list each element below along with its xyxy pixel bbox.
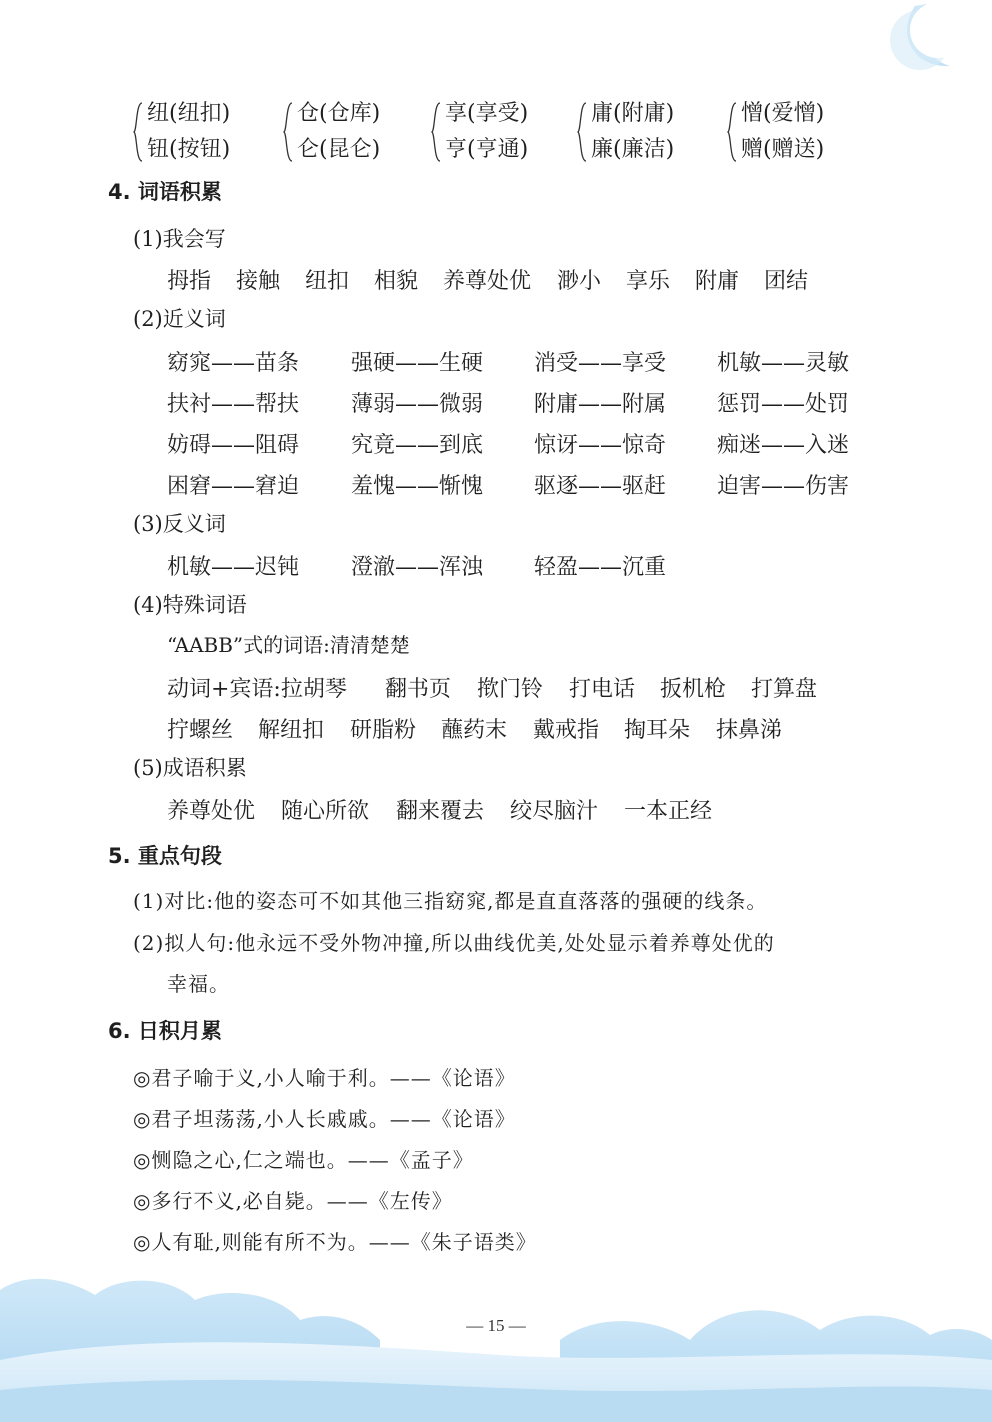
page-number: — 15 — [466,1316,526,1335]
idiom: 养尊处优 [167,799,256,824]
moon-decoration [860,0,992,80]
synonym-pair: 困窘——窘迫 [167,474,300,499]
brace-icon [431,102,441,162]
char-item: 廉(廉洁) [591,137,675,162]
synonym-pair: 究竟——到底 [351,433,484,458]
phrase: 戴戒指 [533,718,600,743]
sub-title-4: (4)特殊词语 [133,593,247,617]
phrase: 打算盘 [751,677,818,702]
char-item: 亨(亨通) [445,137,529,162]
phrase: 拧螺丝 [167,718,234,743]
synonym-pair: 强硬——生硬 [351,351,484,376]
aabb-line: “AABB”式的词语:清清楚楚 [167,633,410,657]
cloud-decoration [0,1250,992,1422]
word: 团结 [764,269,809,294]
synonym-pair: 羞愧——惭愧 [351,474,484,499]
synonym-pair: 驱逐——驱赶 [534,474,667,499]
quote-4: ◎多行不义,必自毙。——《左传》 [133,1189,453,1213]
synonym-pair: 扶衬——帮扶 [167,392,300,417]
phrase: 翻书页 [385,677,452,702]
phrase: 解纽扣 [258,718,325,743]
quote-5: ◎人有耻,则能有所不为。——《朱子语类》 [133,1230,537,1254]
idiom: 一本正经 [624,799,713,824]
brace-icon [133,102,143,162]
char-group-1 [133,96,263,166]
char-group-3 [431,96,561,166]
char-group-4 [577,96,707,166]
synonym-pair: 惊讶——惊奇 [534,433,667,458]
char-item: 憎(爱憎) [741,101,825,126]
key-sentence-2-cont: 幸福。 [167,972,230,996]
brace-icon [577,102,587,162]
synonym-pair: 惩罚——处罚 [717,392,850,417]
antonym-pair: 轻盈——沉重 [534,555,667,580]
idiom: 翻来覆去 [396,799,485,824]
section-5-title: 5. 重点句段 [108,844,222,868]
word: 渺小 [557,269,602,294]
phrase: 研脂粉 [350,718,417,743]
antonym-pair: 澄澈——浑浊 [351,555,484,580]
sub-title-2: (2)近义词 [133,307,226,331]
quote-2: ◎君子坦荡荡,小人长戚戚。——《论语》 [133,1107,516,1131]
idiom: 绞尽脑汁 [510,799,599,824]
synonym-pair: 消受——享受 [534,351,667,376]
synonym-pair: 机敏——灵敏 [717,351,850,376]
antonym-pair: 机敏——迟钝 [167,555,300,580]
char-item: 享(享受) [445,101,529,126]
synonym-pair: 妨碍——阻碍 [167,433,300,458]
sub-title-3: (3)反义词 [133,512,226,536]
key-sentence-1: (1)对比:他的姿态可不如其他三指窈窕,都是直直落落的强硬的线条。 [133,889,768,913]
char-item: 赠(赠送) [741,137,825,162]
brace-icon [283,102,293,162]
phrase: 扳机枪 [660,677,727,702]
phrase: 揿门铃 [477,677,544,702]
word: 拇指 [167,269,212,294]
section-6-title: 6. 日积月累 [108,1019,222,1043]
phrase: 抹鼻涕 [716,718,783,743]
word: 纽扣 [305,269,350,294]
synonym-pair: 薄弱——微弱 [351,392,484,417]
char-group-2 [283,96,413,166]
synonym-pair: 附庸——附属 [534,392,667,417]
quote-1: ◎君子喻于义,小人喻于利。——《论语》 [133,1066,516,1090]
quote-3: ◎恻隐之心,仁之端也。——《孟子》 [133,1148,474,1172]
brace-icon [727,102,737,162]
word: 享乐 [626,269,671,294]
word: 养尊处优 [443,269,532,294]
word: 相貌 [374,269,419,294]
char-item: 钮(按钮) [147,137,231,162]
sub-title-1: (1)我会写 [133,227,226,251]
phrase: 蘸药末 [441,718,508,743]
word: 接触 [236,269,281,294]
phrase: 掏耳朵 [624,718,691,743]
phrase: 打电话 [569,677,636,702]
char-item: 纽(纽扣) [147,101,231,126]
sub-title-5: (5)成语积累 [133,756,247,780]
word: 附庸 [695,269,740,294]
key-sentence-2: (2)拟人句:他永远不受外物冲撞,所以曲线优美,处处显示着养尊处优的 [133,931,775,955]
synonym-pair: 迫害——伤害 [717,474,850,499]
section-4-title: 4. 词语积累 [108,180,222,204]
verb-object-label: 动词+宾语:拉胡琴 [167,677,347,702]
char-group-5 [727,96,857,166]
char-item: 仑(昆仑) [297,137,381,162]
synonym-pair: 窈窕——苗条 [167,351,300,376]
char-item: 庸(附庸) [591,101,675,126]
idiom: 随心所欲 [281,799,370,824]
char-item: 仓(仓库) [297,101,381,126]
synonym-pair: 痴迷——入迷 [717,433,850,458]
